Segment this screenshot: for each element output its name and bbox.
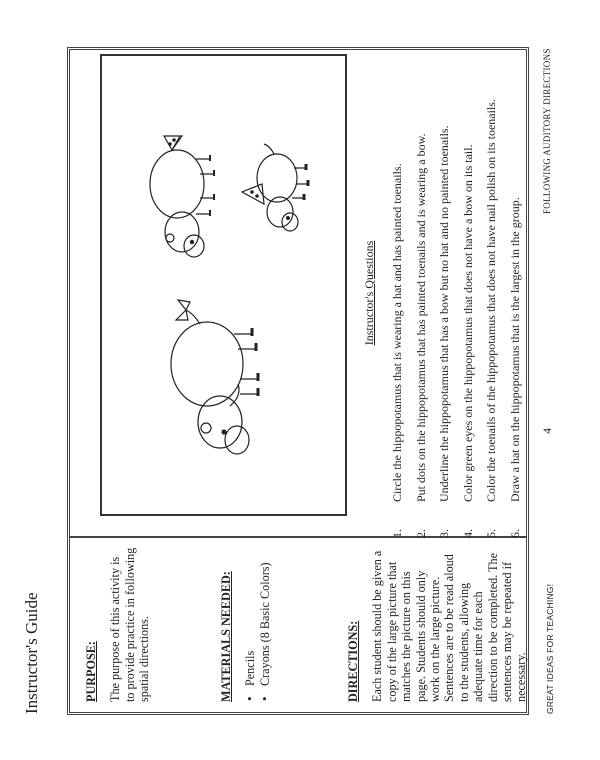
question-item xyxy=(461,50,485,536)
activity-column xyxy=(70,50,526,536)
footer-series-title: FOLLOWING AUDITORY DIRECTIONS xyxy=(542,48,552,214)
hippo-large-bow xyxy=(171,300,258,454)
materials-item: • Crayons (8 Basic Colors) xyxy=(258,546,272,702)
question-text: Underline the hippopotamus that has a bow but no hat and no painted toenails. xyxy=(437,125,452,502)
question-text: Color green eyes on the hippopotamus that does not have a bow on its tail. xyxy=(460,144,475,502)
page-number: 4 xyxy=(540,428,554,434)
materials-item: • Pencils xyxy=(243,546,257,702)
question-number: 4. xyxy=(460,529,475,538)
question-item xyxy=(484,50,508,536)
question-item xyxy=(508,50,532,536)
purpose-text: The purpose of this activity is to provide practice in following spatial directions. xyxy=(108,547,152,702)
question-text: Put dots on the hippopotamus that has painted toenails and is wearing a bow. xyxy=(413,133,428,502)
question-number: 2. xyxy=(413,529,428,538)
purpose-heading: PURPOSE: xyxy=(84,641,98,702)
question-item xyxy=(437,50,461,536)
question-number: 3. xyxy=(437,529,452,538)
hippo-illustration xyxy=(102,56,345,514)
hippo-bow-painted-toenails xyxy=(150,136,214,257)
page-title: Instructor's Guide xyxy=(22,592,41,714)
content-frame xyxy=(67,47,529,715)
hippo-party-hat xyxy=(242,144,308,231)
footer-publisher: GREAT IDEAS FOR TEACHING! xyxy=(545,583,555,714)
questions-heading: Instructor's Questions xyxy=(362,240,376,346)
question-number: 5. xyxy=(484,529,499,538)
directions-text: Each student should be given a copy of the large picture that matches the picture on this page. Students should only work on the large picture. Sentences are to be read aloud to the students, allowing adequate time for each direction to be completed. The sentences may be repeated if necessary. xyxy=(370,550,529,702)
question-item xyxy=(414,50,438,536)
hippo-picture xyxy=(100,54,347,516)
materials-list xyxy=(243,546,272,702)
instructions-column xyxy=(70,536,529,712)
questions-list xyxy=(390,50,532,536)
purpose-section xyxy=(84,546,219,702)
materials-heading: MATERIALS NEEDED: xyxy=(219,571,233,702)
question-number: 6. xyxy=(507,529,522,538)
question-text: Draw a hat on the hippopotamus that is the largest in the group. xyxy=(507,197,522,502)
directions-section xyxy=(346,546,529,702)
question-text: Circle the hippopotamus that is wearing a hat and has painted toenails. xyxy=(390,163,404,502)
question-item xyxy=(390,50,414,536)
question-number: 1. xyxy=(390,529,404,538)
question-text: Color the toenails of the hippopotamus that does not have nail polish on its toenails. xyxy=(484,99,499,502)
materials-section xyxy=(219,546,346,702)
directions-heading: DIRECTIONS: xyxy=(346,620,360,702)
